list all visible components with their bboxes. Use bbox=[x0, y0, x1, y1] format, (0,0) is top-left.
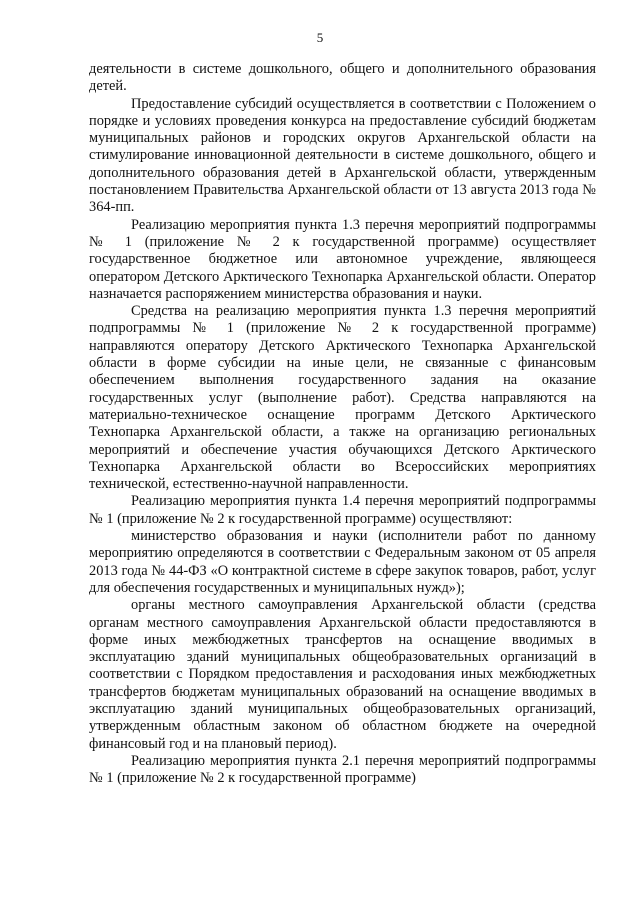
paragraph-ministry: министерство образования и науки (исполнители работ по данному мероприятию определяются в соответствии с Федеральным законом от 05 апреля 2013 года № 44-ФЗ «О контрактной системе в сфере закупок товаров, работ, услуг для обеспечения государственных и муниципальных нужд»); bbox=[89, 528, 596, 596]
paragraph-item-1-3-implementation: Реализацию мероприятия пункта 1.3 перечня мероприятий подпрограммы № 1 (приложение № 2 к государственной программе) осуществляет государственное бюджетное или автономное учреждение, являющееся оператором Детского Арктического Технопарка Архангельской области. Оператор назначается распоряжением министерства образования и науки. bbox=[89, 216, 596, 302]
paragraph-continuation: деятельности в системе дошкольного, общего и дополнительного образования детей. bbox=[89, 61, 596, 95]
paragraph-item-1-3-funds: Средства на реализацию мероприятия пункта 1.3 перечня мероприятий подпрограммы № 1 (приложение № 2 к государственной программе) направляются оператору Детского Арктического Технопарка Архангельской области в форме субсидии на иные цели, не связанные с финансовым обеспечением выполнения государственного задания на оказание государственных услуг (выполнение работ). Средства направляются на материально-техническое оснащение программ Детского Арктического Технопарка Архангельской области, а также на организацию региональных мероприятий и обеспечение участия обучающихся Детского Арктического Технопарка Архангельской области во Всероссийских мероприятиях технической, естественно-научной направленности. bbox=[89, 303, 596, 493]
paragraph-item-2-1-implementation: Реализацию мероприятия пункта 2.1 перечня мероприятий подпрограммы № 1 (приложение № 2 к государственной программе) bbox=[89, 752, 596, 787]
document-body bbox=[89, 61, 596, 787]
paragraph-local-authorities: органы местного самоуправления Архангельской области (средства органам местного самоуправления Архангельской области предоставляются в форме иных межбюджетных трансфертов на оснащение вводимых в эксплуатацию зданий муниципальных общеобразовательных организаций в соответствии с Порядком предоставления и расходования иных межбюджетных трансфертов бюджетам муниципальных образований на оснащение вводимых в эксплуатацию зданий муниципальных общеобразовательных организаций, утвержденным областным законом об областном бюджете на очередной финансовый год и на плановый период). bbox=[89, 597, 596, 752]
page-number: 5 bbox=[316, 30, 324, 45]
paragraph-subsidy-provision: Предоставление субсидий осуществляется в соответствии с Положением о порядке и условиях проведения конкурса на предоставление субсидий бюджетам муниципальных районов и городских округов Архангельской области на стимулирование инновационной деятельности в системе дошкольного, общего и дополнительного образования детей в Архангельской области, утвержденным постановлением Правительства Архангельской области от 13 августа 2013 года № 364-пп. bbox=[89, 95, 596, 216]
paragraph-item-1-4-implementation: Реализацию мероприятия пункта 1.4 перечня мероприятий подпрограммы № 1 (приложение № 2 к государственной программе) осуществляют: bbox=[89, 493, 596, 527]
